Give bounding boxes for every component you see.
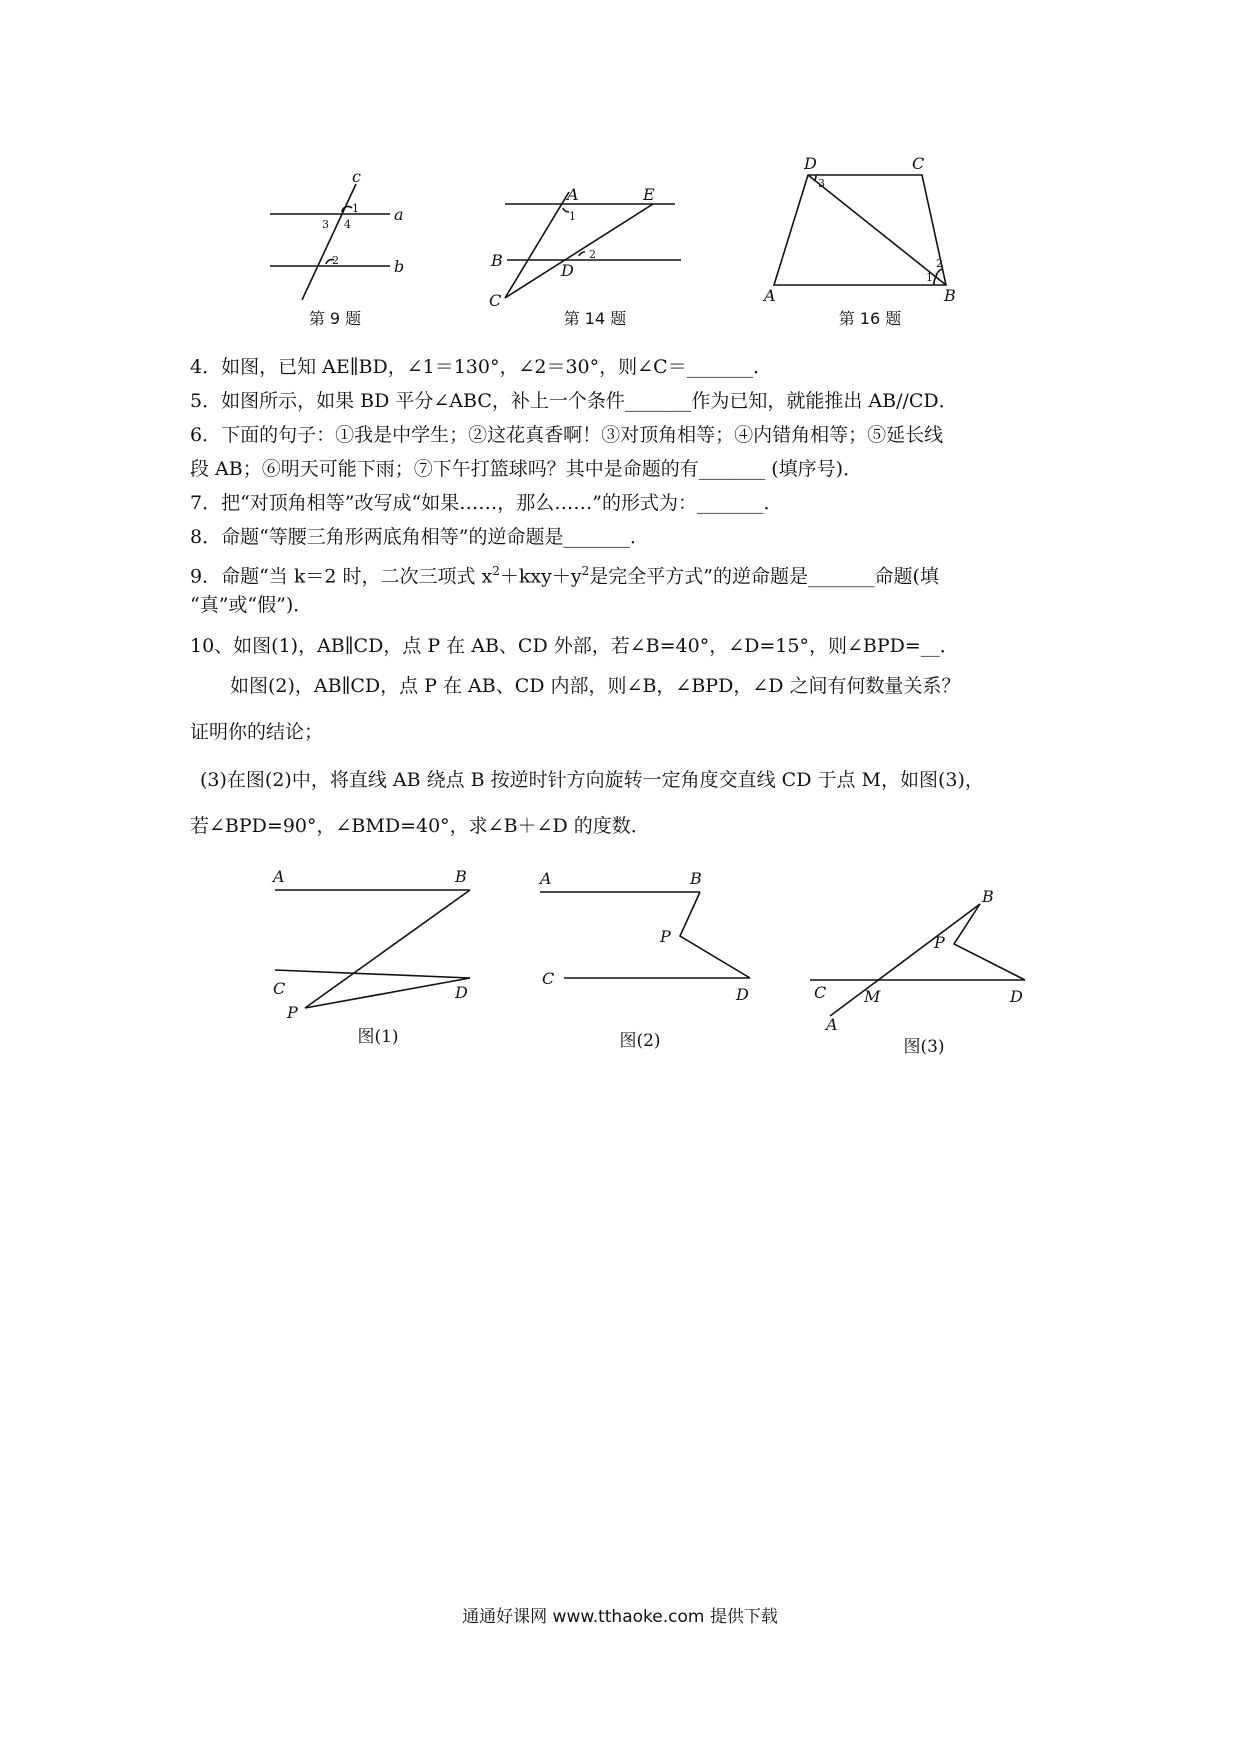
caption-q9: 第 9 题: [308, 309, 362, 328]
q9-superscript-2: 2: [581, 564, 590, 578]
trapezoid-ABCD: [774, 175, 946, 285]
figure-q9: [260, 167, 420, 310]
label-B: B: [491, 251, 503, 270]
angle-label-2: 2: [332, 254, 339, 267]
label-C: C: [912, 154, 925, 173]
figure-q14-diagram: [485, 180, 695, 310]
line-CE: [505, 204, 653, 298]
angle-2-arc: [936, 269, 942, 277]
caption-fig-2: 图(2): [619, 1031, 661, 1051]
label-D: D: [455, 983, 468, 1002]
figure-1: [265, 867, 485, 1022]
line-c: [302, 184, 356, 300]
angle-label-4: 4: [344, 218, 351, 231]
segment-PD: [305, 978, 470, 1008]
line-CD: [275, 970, 470, 978]
question-10-line-4: (3)在图(2)中，将直线 AB 绕点 B 按逆时针方向旋转一定角度交直线 CD 于点 M，如图(3)，: [200, 769, 984, 791]
q9-superscript-1: 2: [492, 564, 500, 578]
question-5: 5．如图所示，如果 BD 平分∠ABC，补上一个条件_______作为已知，就能推出 AB//CD．: [190, 390, 958, 412]
label-A: A: [540, 869, 552, 888]
label-c: c: [352, 167, 361, 186]
page-footer: 通通好课网 www.tthaoke.com 提供下载: [462, 1607, 778, 1627]
question-9-line-2: “真”或“假”)．: [190, 594, 313, 616]
question-4: 4．如图，已知 AE∥BD，∠1＝130°，∠2＝30°，则∠C＝_______．: [190, 356, 773, 378]
label-M: M: [864, 987, 881, 1006]
angle-label-3: 3: [322, 218, 329, 231]
label-B: B: [690, 869, 702, 888]
label-A: A: [567, 185, 579, 204]
figure-2: [530, 870, 780, 1020]
line-AB: [830, 904, 980, 1016]
label-C: C: [273, 979, 286, 998]
question-10-line-1: 10、如图(1)，AB∥CD，点 P 在 AB、CD 外部，若∠B=40°，∠D=15°，则∠BPD=__．: [190, 635, 959, 657]
question-10-line-5: 若∠BPD=90°，∠BMD=40°，求∠B＋∠D 的度数．: [190, 815, 650, 837]
caption-q16: 第 16 题: [838, 309, 902, 328]
angle-label-1: 1: [569, 210, 576, 223]
q9-text-mid: ＋kxy＋y: [499, 565, 582, 588]
figure-3-diagram: [800, 880, 1040, 1034]
angle-label-3: 3: [818, 177, 825, 190]
caption-q14: 第 14 题: [563, 309, 627, 328]
label-A: A: [826, 1015, 838, 1034]
question-7: 7．把“对顶角相等”改写成“如果……，那么……”的形式为：_______．: [190, 492, 783, 514]
caption-fig-3: 图(3): [903, 1037, 945, 1057]
label-P: P: [660, 927, 671, 946]
label-C: C: [542, 969, 555, 988]
line-CA: [505, 192, 569, 298]
question-10-line-3: 证明你的结论；: [190, 721, 324, 743]
q9-text-post: 是完全平方式”的逆命题是_______命题(填: [589, 565, 939, 588]
question-6-line-1: 6．下面的句子：①我是中学生；②这花真香啊！③对顶角相等；④内错角相等；⑤延长线: [190, 424, 944, 446]
label-B: B: [944, 286, 956, 305]
label-A: A: [764, 286, 776, 305]
figure-3: [800, 880, 1040, 1034]
label-D: D: [1010, 987, 1023, 1006]
angle-label-2: 2: [936, 257, 943, 270]
label-A: A: [273, 867, 285, 886]
figure-q16: [760, 155, 970, 305]
angle-2-arc: [579, 252, 585, 256]
label-B: B: [455, 867, 467, 886]
path-BPD: [680, 892, 750, 978]
question-10-line-2: 如图(2)，AB∥CD，点 P 在 AB、CD 内部，则∠B，∠BPD，∠D 之间有何数量关系？: [230, 675, 961, 697]
figure-q16-diagram: [760, 155, 970, 305]
label-D: D: [736, 985, 749, 1004]
label-E: E: [643, 185, 655, 204]
label-D: D: [804, 154, 817, 173]
angle-label-2: 2: [589, 248, 596, 261]
label-b: b: [394, 257, 405, 276]
label-C: C: [814, 983, 827, 1002]
question-6-line-2: 段 AB；⑥明天可能下雨；⑦下午打篮球吗？其中是命题的有_______ (填序号)．: [190, 458, 863, 480]
segment-BP: [305, 890, 470, 1008]
q9-text-pre: 9．命题“当 k＝2 时，二次三项式 x: [190, 565, 493, 588]
label-B: B: [982, 887, 994, 906]
angle-1-arc: [934, 277, 936, 285]
label-D: D: [561, 261, 574, 280]
figure-q9-diagram: [260, 167, 420, 310]
angle-3-arc: [814, 175, 816, 181]
figure-2-diagram: [530, 870, 780, 1020]
label-P: P: [287, 1003, 298, 1022]
figure-q14: [485, 180, 695, 310]
figure-1-diagram: [265, 867, 485, 1022]
label-C: C: [489, 291, 502, 310]
angle-label-1: 1: [352, 202, 359, 215]
label-a: a: [394, 205, 404, 224]
caption-fig-1: 图(1): [357, 1027, 399, 1047]
label-P: P: [934, 933, 945, 952]
question-8: 8．命题“等腰三角形两底角相等”的逆命题是_______．: [190, 526, 650, 548]
angle-label-1: 1: [926, 271, 933, 284]
